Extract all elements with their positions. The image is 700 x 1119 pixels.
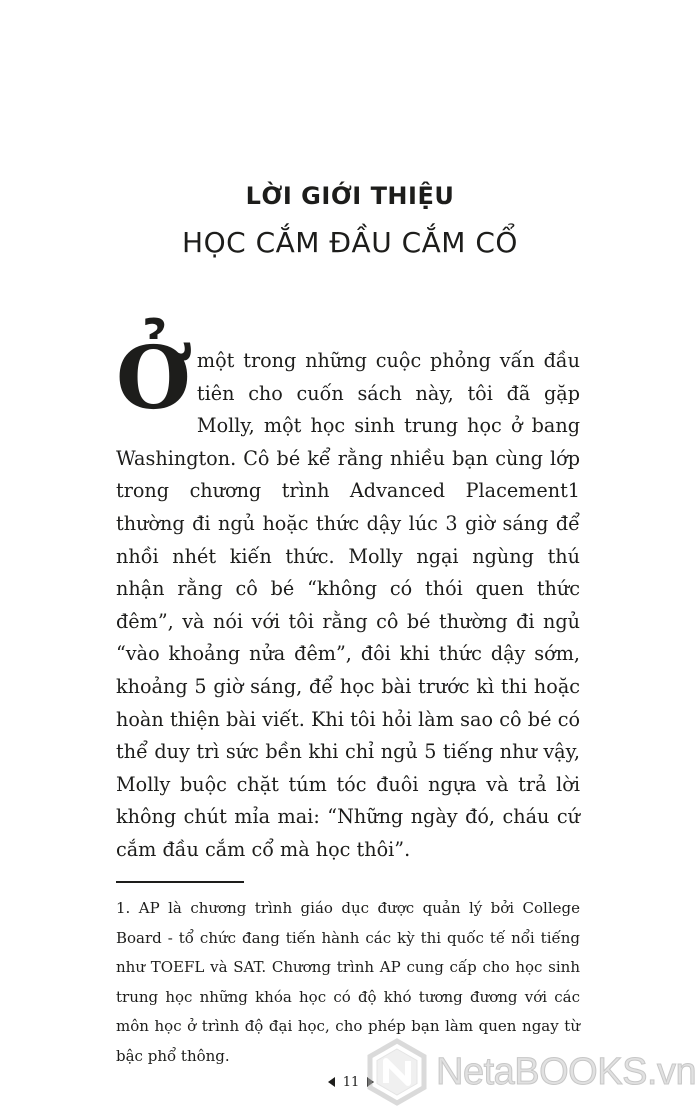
watermark-text: NetaBOOKS.vn <box>436 1050 697 1093</box>
footnote: 1. AP là chương trình giáo dục được quản lý bởi College Board - tổ chức đang tiến hành các kỳ thi quốc tế nổi tiếng như TOEFL và SAT. Chương trình AP cung cấp cho học sinh trung học những khóa học có độ khó tương đương với các môn học ở trình độ đại học, cho phép bạn làm quen ngay từ bậc phổ thông. <box>116 899 580 1065</box>
footnote-divider <box>116 881 244 883</box>
triangle-left-icon <box>328 1077 335 1087</box>
page-number: 11 <box>342 1074 360 1090</box>
body-paragraph <box>116 328 580 867</box>
netabooks-logo-icon <box>362 1037 432 1107</box>
watermark <box>362 1036 697 1108</box>
chapter-label: LỜI GIỚI THIỆU <box>245 182 455 210</box>
chapter-title: HỌC CẮM ĐẦU CẮM CỔ <box>182 226 518 259</box>
drop-cap: Ở <box>116 328 191 429</box>
body-text: một trong những cuộc phỏng vấn đầu tiên cho cuốn sách này, tôi đã gặp Molly, một học sinh trung học ở bang Washington. Cô bé kể rằng nhiều bạn cùng lớp trong chương trình Advanced Placement1 thường đi ngủ hoặc thức dậy lúc 3 giờ sáng để nhồi nhét kiến thức. Molly ngại ngùng thú nhận rằng cô bé “không có thói quen thức đêm”, và nói với tôi rằng cô bé thường đi ngủ “vào khoảng nửa đêm”, đôi khi thức dậy sớm, khoảng 5 giờ sáng, để học bài trước kì thi hoặc hoàn thiện bài viết. Khi tôi hỏi làm sao cô bé có thể duy trì sức bền khi chỉ ngủ 5 tiếng như vậy, Molly buộc chặt túm tóc đuôi ngựa và trả lời không chút mỉa mai: “Những ngày đó, cháu cứ cắm đầu cắm cổ mà học thôi”. <box>116 349 580 861</box>
